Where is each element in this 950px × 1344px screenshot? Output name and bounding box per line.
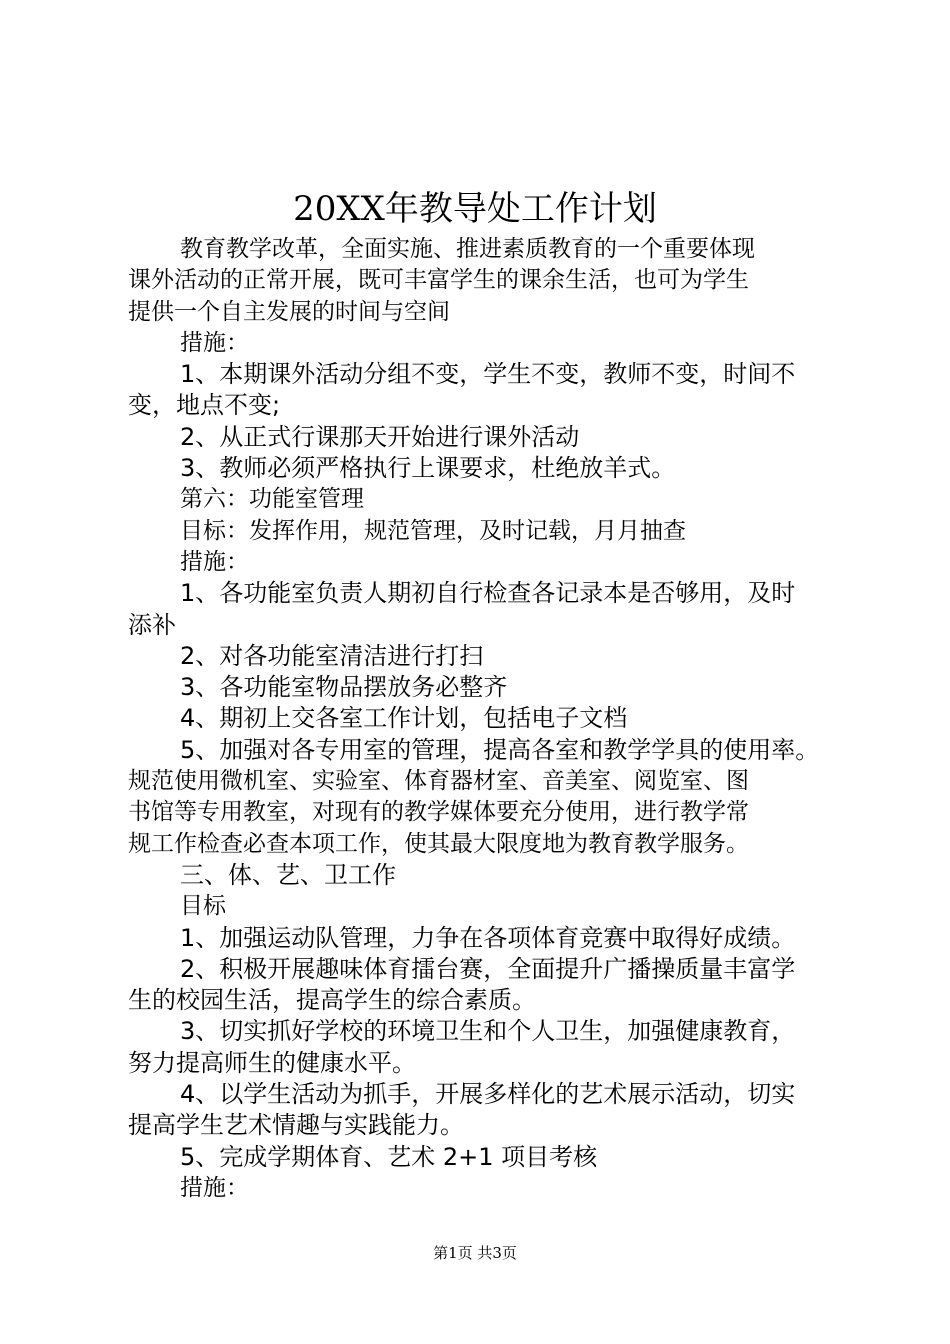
text-line: 努力提高师生的健康水平。	[128, 1048, 416, 1077]
document-title: 20XX年教导处工作计划	[293, 189, 657, 229]
text-line: 5、加强对各专用室的管理，提高各室和教学学具的使用率。	[180, 735, 820, 764]
text-line: 3、切实抓好学校的环境卫生和个人卫生，加强健康教育，	[180, 1017, 796, 1046]
text-line: 2、积极开展趣味体育擂台赛，全面提升广播操质量丰富学	[180, 954, 796, 983]
text-line: 目标：发挥作用，规范管理，及时记载，月月抽查	[180, 517, 686, 544]
text-line: 3、各功能室物品摆放务必整齐	[180, 673, 508, 702]
text-line: 4、期初上交各室工作计划，包括电子文档	[180, 704, 628, 733]
text-line: 2、对各功能室清洁进行打扫	[180, 641, 484, 670]
text-line: 措施：	[180, 1174, 249, 1201]
text-line: 提供一个自主发展的时间与空间	[128, 298, 450, 325]
text-line: 变，地点不变;	[128, 391, 281, 420]
text-line: 书馆等专用教室，对现有的教学媒体要充分使用，进行教学常	[128, 799, 749, 826]
text-line: 4、以学生活动为抓手，开展多样化的艺术展示活动，切实	[180, 1080, 796, 1109]
text-line: 教育教学改革，全面实施、推进素质教育的一个重要体现	[180, 236, 755, 262]
text-line: 添补	[128, 610, 176, 639]
text-line: 2、从正式行课那天开始进行课外活动	[180, 422, 580, 451]
text-line: 提高学生艺术情趣与实践能力。	[128, 1111, 464, 1140]
text-line: 第六：功能室管理	[180, 486, 364, 513]
text-line: 三、体、艺、卫工作	[180, 860, 396, 889]
text-line: 1、加强运动队管理，力争在各项体育竞赛中取得好成绩。	[180, 923, 796, 952]
text-line: 目标	[180, 893, 226, 920]
text-line: 生的校园生活，提高学生的综合素质。	[128, 986, 536, 1015]
text-line: 1、各功能室负责人期初自行检查各记录本是否够用，及时	[180, 579, 796, 608]
text-line: 措施：	[180, 548, 249, 575]
text-line: 3、教师必须严格执行上课要求，杜绝放羊式。	[180, 454, 676, 483]
text-line: 措施：	[180, 329, 249, 356]
text-line: 课外活动的正常开展，既可丰富学生的课余生活，也可为学生	[128, 267, 749, 294]
document-body	[128, 234, 838, 1204]
page-footer: 第1页 共3页	[433, 1244, 517, 1262]
text-line: 1、本期课外活动分组不变，学生不变，教师不变，时间不	[180, 360, 796, 389]
text-line: 规范使用微机室、实验室、体育器材室、音美室、阅览室、图	[128, 768, 749, 795]
text-line: 5、完成学期体育、艺术 2+1 项目考核	[180, 1142, 598, 1171]
text-line: 规工作检查必查本项工作，使其最大限度地为教育教学服务。	[128, 830, 749, 857]
